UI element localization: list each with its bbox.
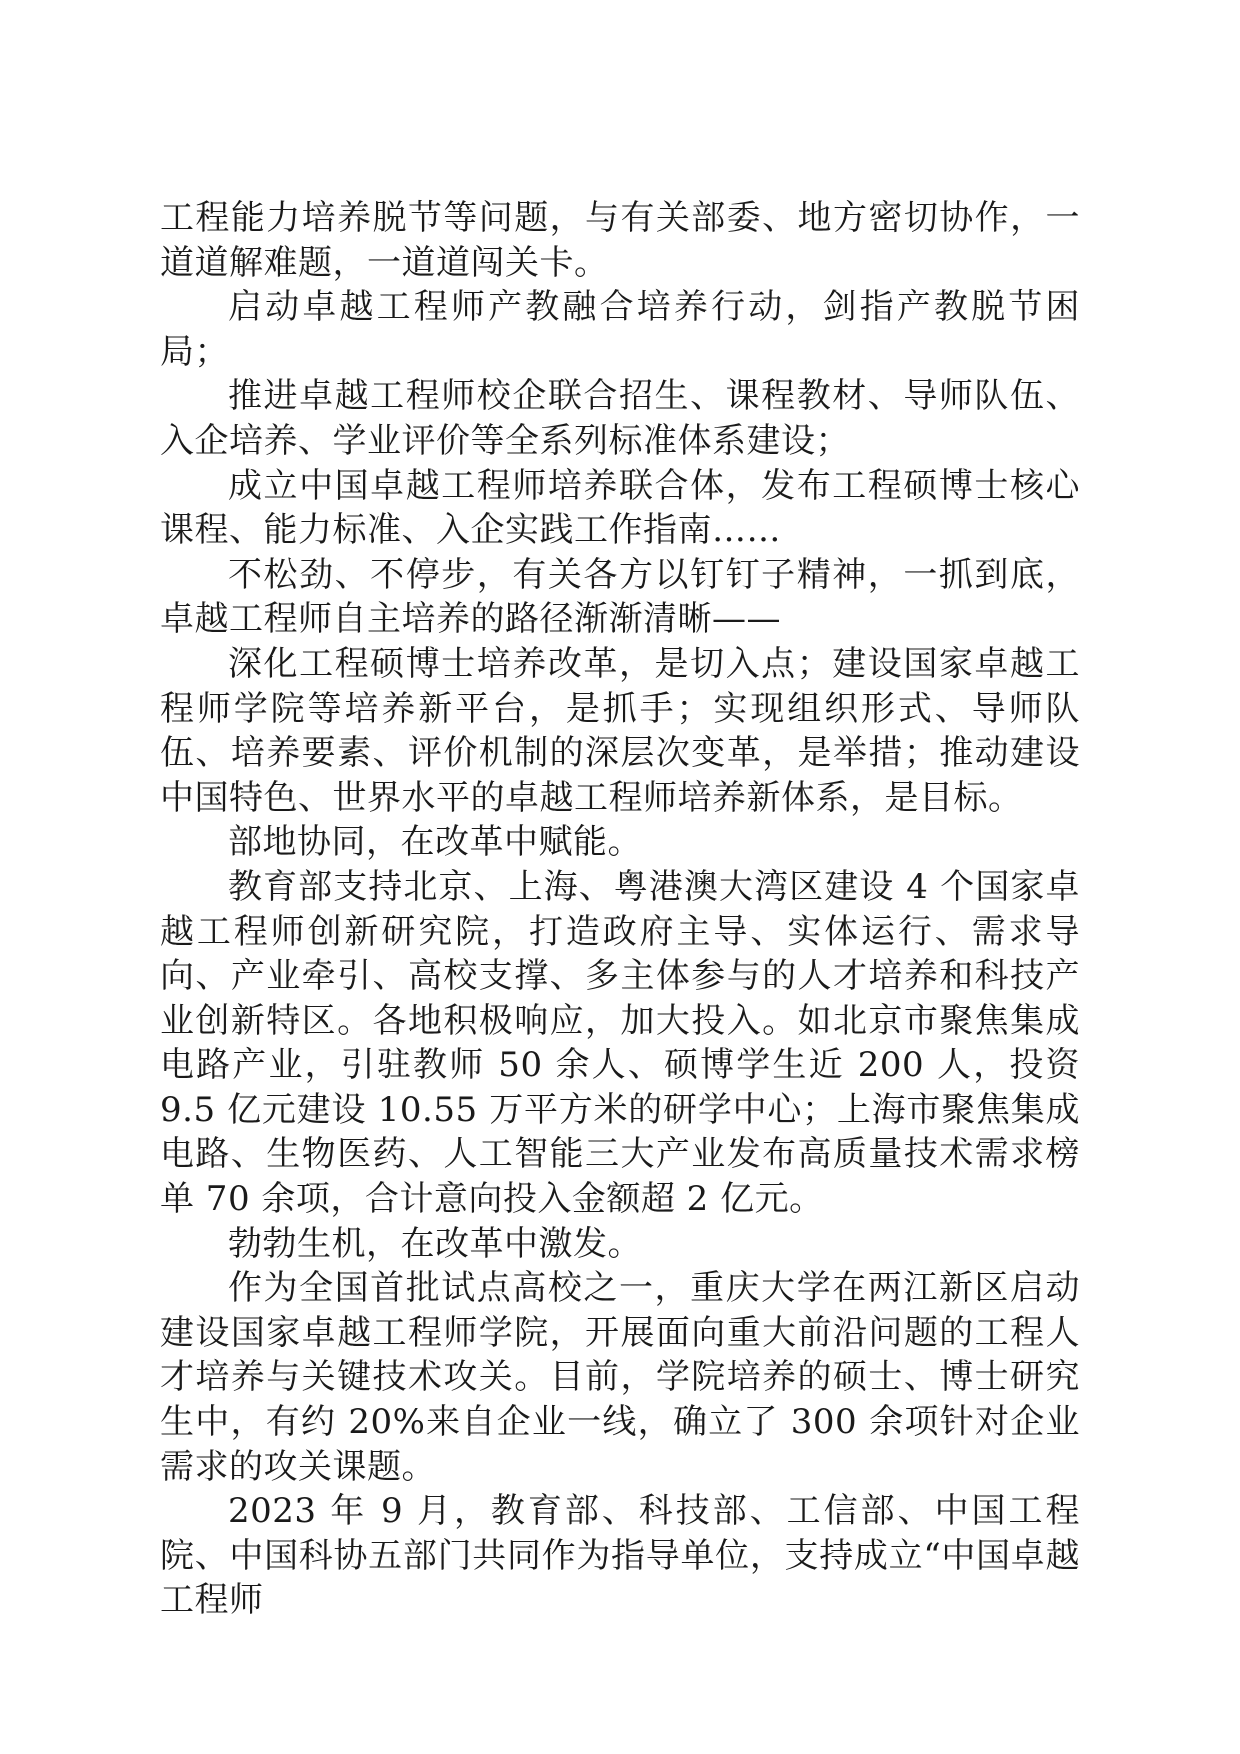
paragraph-2: 启动卓越工程师产教融合培养行动，剑指产教脱节困局； — [160, 287, 1080, 372]
paragraph-4: 成立中国卓越工程师培养联合体，发布工程硕博士核心课程、能力标准、入企实践工作指南…… — [160, 465, 1080, 551]
paragraph-1: 工程能力培养脱节等问题，与有关部委、地方密切协作，一道道解难题，一道道闯关卡。 — [160, 198, 1080, 283]
paragraph-10: 作为全国首批试点高校之一，重庆大学在两江新区启动建设国家卓越工程师学院，开展面向重大前沿问题的工程人才培养与关键技术攻关。目前，学院培养的硕士、博士研究生中，有约 20%来自企业一线，确立了 300 余项针对企业需求的攻关课题。 — [160, 1268, 1080, 1487]
paragraph-7: 部地协同，在改革中赋能。 — [228, 822, 642, 863]
paragraph-9: 勃勃生机，在改革中激发。 — [228, 1223, 642, 1264]
paragraph-5: 不松劲、不停步，有关各方以钉钉子精神，一抓到底，卓越工程师自主培养的路径渐渐清晰—— — [160, 554, 1080, 640]
paragraph-8: 教育部支持北京、上海、粤港澳大湾区建设 4 个国家卓越工程师创新研究院，打造政府主导、实体运行、需求导向、产业牵引、高校支撑、多主体参与的人才培养和科技产业创新特区。各地积极响应，加大投入。如北京市聚焦集成电路产业，引驻教师 50 余人、硕博学生近 200 人，投资 9.5 亿元建设 10.55 万平方米的研学中心；上海市聚焦集成电路、生物医药、人工智能三大产业发布高质量技术需求榜单 70 余项，合计意向投入金额超 2 亿元。 — [160, 866, 1080, 1220]
paragraph-11: 2023 年 9 月，教育部、科技部、工信部、中国工程院、中国科协五部门共同作为指导单位，支持成立“中国卓越工程师 — [160, 1491, 1080, 1621]
paragraph-3: 推进卓越工程师校企联合招生、课程教材、导师队伍、入企培养、学业评价等全系列标准体系建设； — [160, 376, 1080, 461]
article-body — [160, 196, 1080, 1623]
paragraph-6: 深化工程硕博士培养改革，是切入点；建设国家卓越工程师学院等培养新平台，是抓手；实现组织形式、导师队伍、培养要素、评价机制的深层次变革，是举措；推动建设中国特色、世界水平的卓越工程师培养新体系，是目标。 — [160, 643, 1080, 818]
